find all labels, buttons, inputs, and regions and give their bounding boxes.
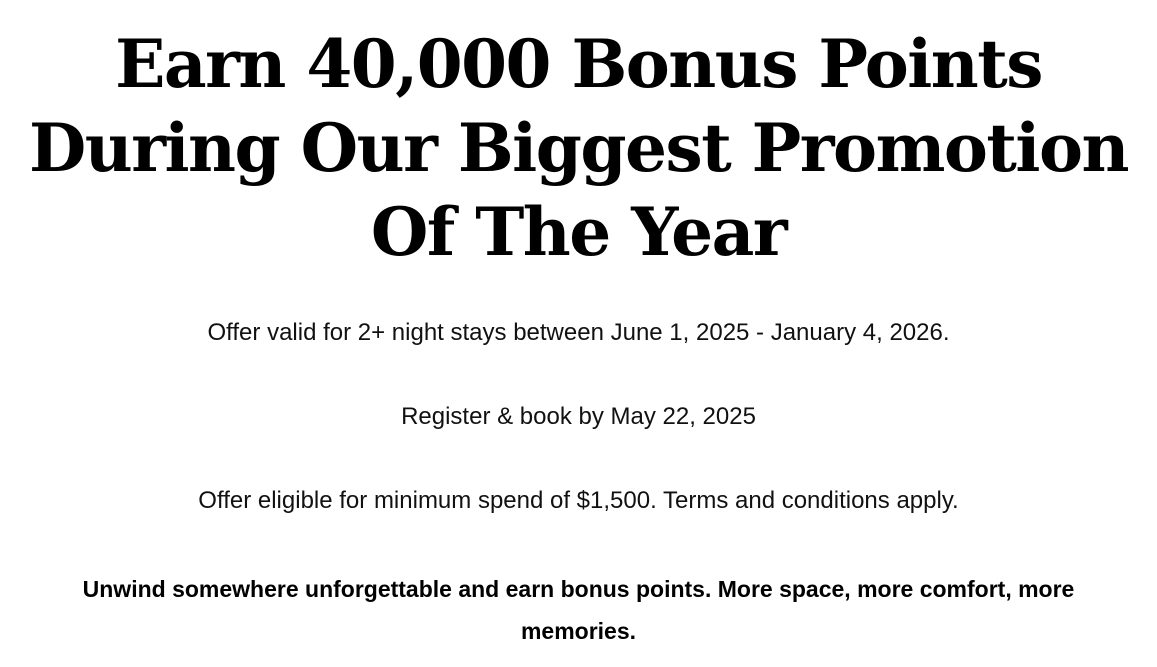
register-by-text: Register & book by May 22, 2025 — [401, 403, 756, 430]
promo-tagline: Unwind somewhere unforgettable and earn bonus points. More space, more comfort, more memories. — [82, 576, 1075, 644]
offer-eligibility-text: Offer eligible for minimum spend of $1,500. Terms and conditions apply. — [198, 487, 959, 514]
promo-headline: Earn 40,000 Bonus Points During Our Biggest Promotion Of The Year — [28, 25, 1128, 271]
offer-validity-text: Offer valid for 2+ night stays between June 1, 2025 - January 4, 2026. — [207, 319, 950, 346]
